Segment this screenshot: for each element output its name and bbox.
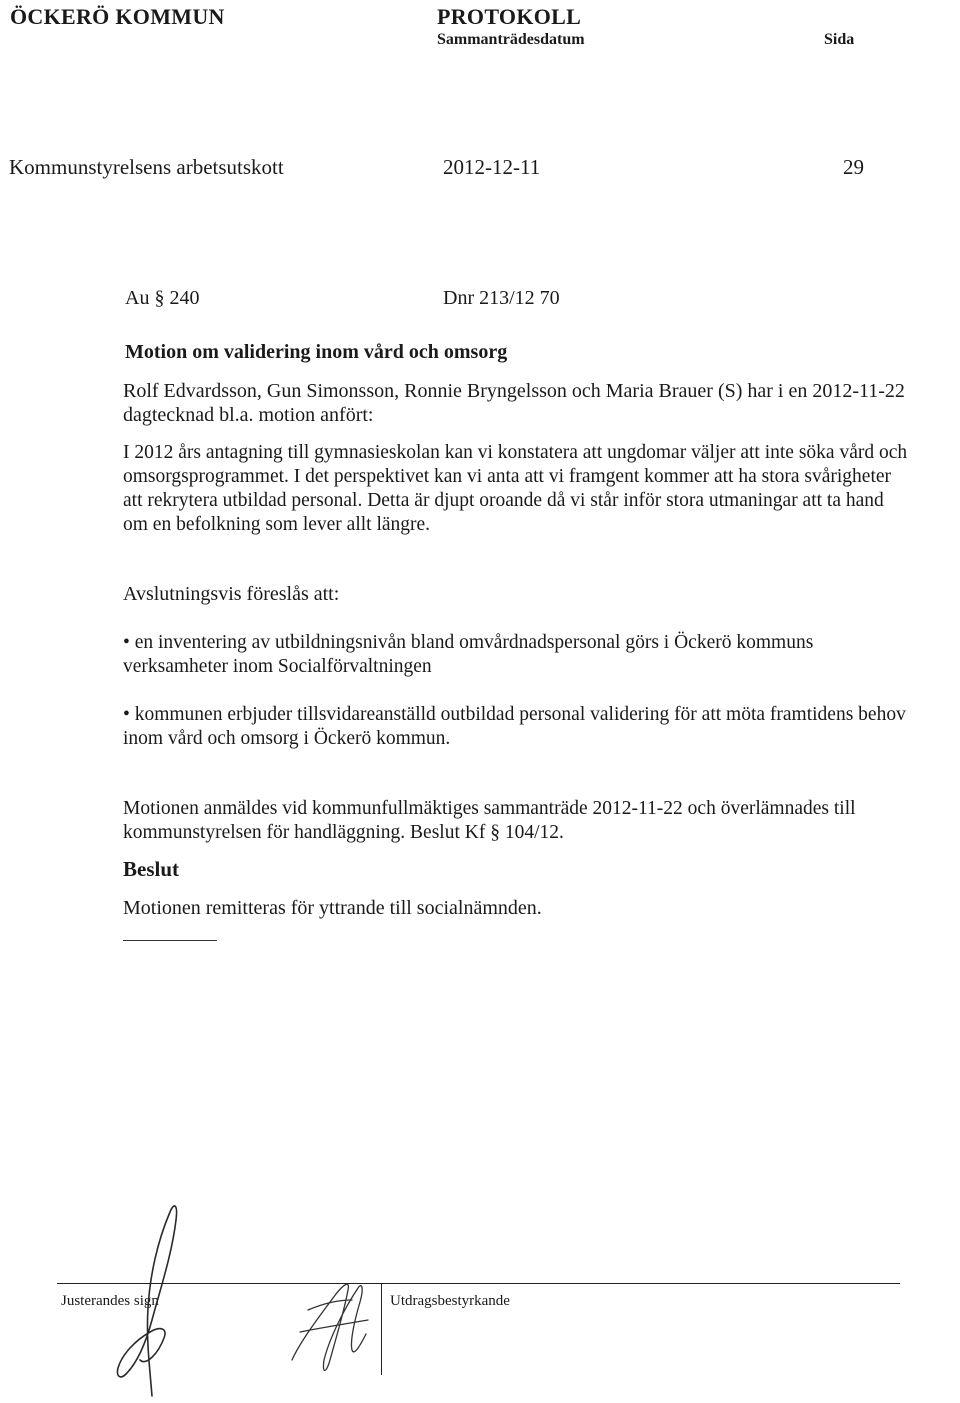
decision-text: Motionen remitteras för yttrande till socialnämnden. [123, 897, 542, 919]
conclusion-intro: Avslutningsvis föreslås att: [123, 583, 340, 605]
end-rule [123, 940, 217, 941]
paragraph-reference: Au § 240 [125, 287, 200, 309]
signature-1 [117, 1206, 176, 1396]
page-number: 29 [843, 155, 864, 179]
motion-quote: I 2012 års antagning till gymnasieskolan kan vi konstatera att ungdomar väljer att inte söka vård och omsorgsprogrammet. I det perspektivet kan vi anta att vi framgent kommer att ha stora svårigheter att rekrytera utbildad personal. Detta är djupt oroande då vi står inför stora utmaningar att ta hand om en befolkning som lever allt längre. [123, 442, 908, 535]
document-type: PROTOKOLL [437, 4, 582, 29]
diary-number: Dnr 213/12 70 [443, 287, 560, 309]
proposal-item: • kommunen erbjuder tillsvidareanställd outbildad personal validering för att möta framtidens behov inom vård och omsorg i Öckerö kommun. [123, 704, 906, 749]
motion-intro: Rolf Edvardsson, Gun Simonsson, Ronnie Bryngelsson och Maria Brauer (S) har i en 2012-11-22 dagtecknad bl.a. motion anfört: [123, 380, 905, 426]
motion-title: Motion om validering inom vård och omsorg [125, 341, 508, 363]
decision-heading: Beslut [123, 857, 180, 881]
excerpt-certification-label: Utdragsbestyrkande [390, 1293, 510, 1309]
handwritten-signatures [0, 1190, 960, 1403]
meeting-date: 2012-12-11 [443, 155, 541, 179]
meeting-date-label: Sammanträdesdatum [437, 31, 585, 48]
proposal-item: • en inventering av utbildningsnivån bland omvårdnadspersonal görs i Öckerö kommuns verksamheter inom Socialförvaltningen [123, 632, 814, 677]
committee-name: Kommunstyrelsens arbetsutskott [9, 155, 284, 179]
signature-2 [292, 1284, 368, 1370]
signature-label: Justerandes sign [61, 1293, 159, 1309]
referral-text: Motionen anmäldes vid kommunfullmäktiges sammanträde 2012-11-22 och överlämnades till kommunstyrelsen för handläggning. Beslut Kf § 104/12. [123, 798, 856, 843]
page-label: Sida [824, 31, 855, 48]
organization-name: ÖCKERÖ KOMMUN [10, 4, 225, 29]
